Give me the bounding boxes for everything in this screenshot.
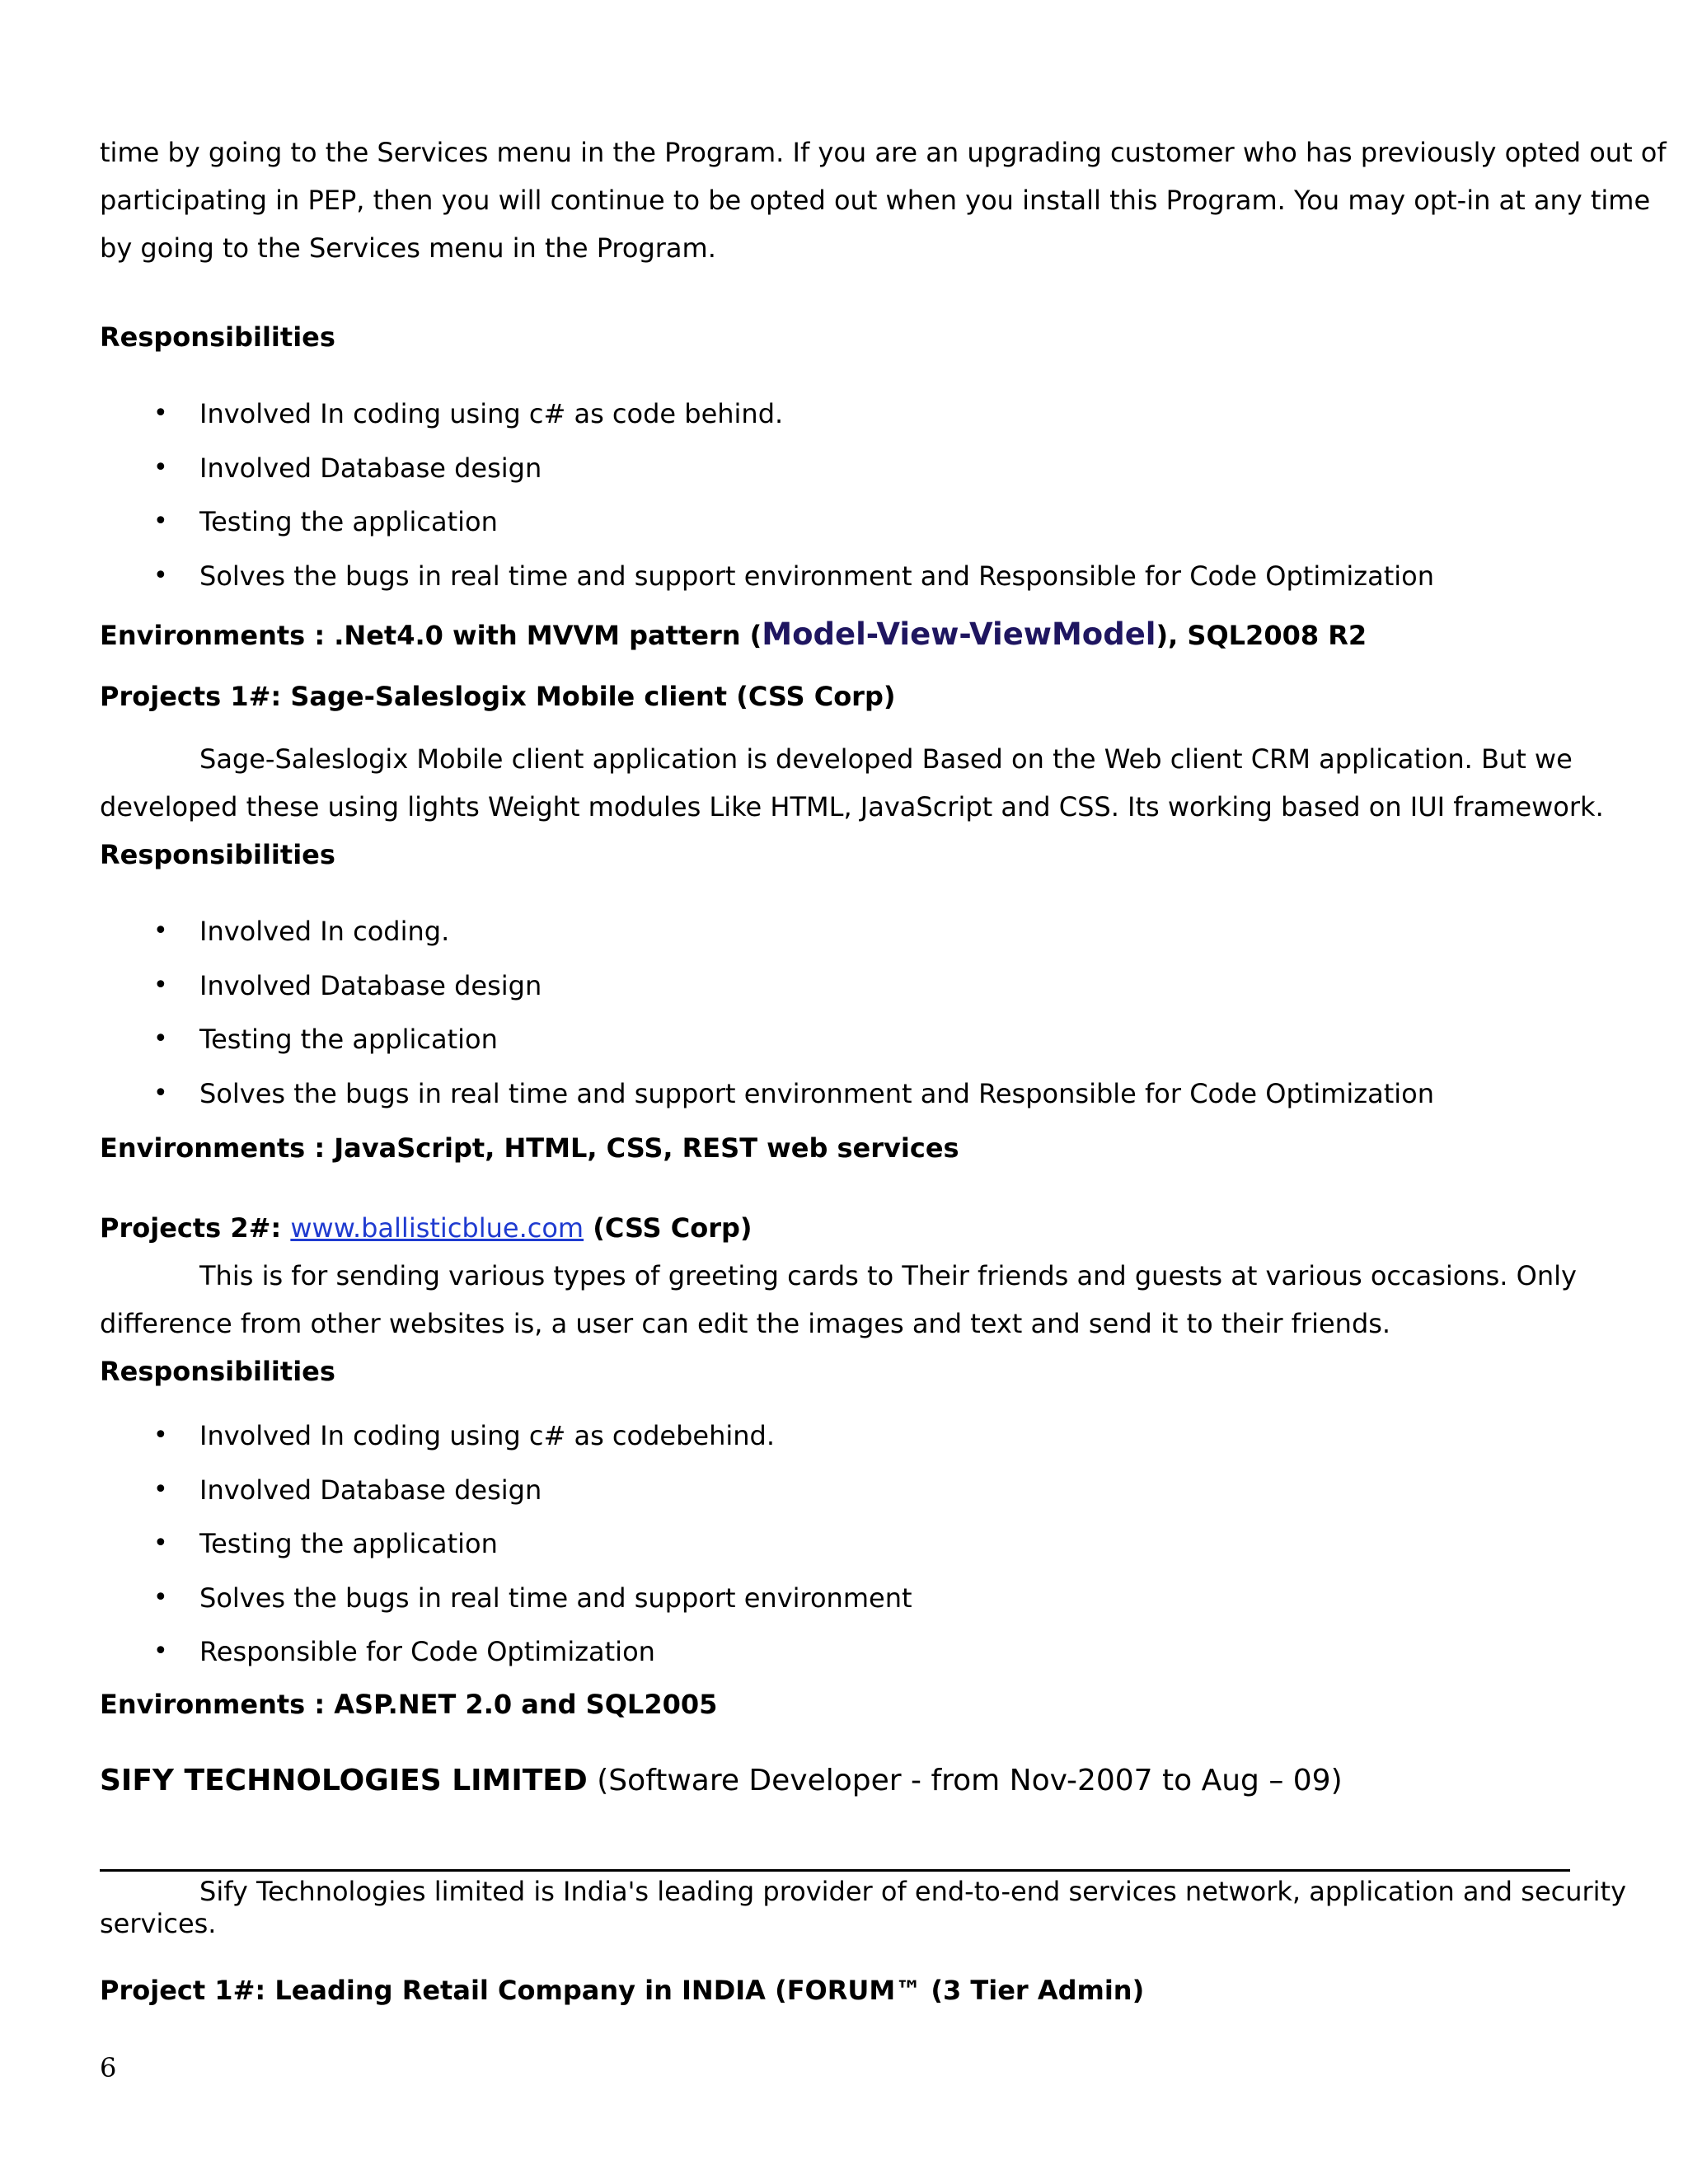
responsibilities-list-1 xyxy=(100,399,1434,615)
list-item: • Involved Database design xyxy=(100,971,1434,1025)
list-item: • Involved Database design xyxy=(100,1475,912,1530)
list-item: • Solves the bugs in real time and support environment xyxy=(100,1583,912,1638)
list-item: • Involved In coding using c# as code behind. xyxy=(100,399,1434,453)
environments-line-1 xyxy=(100,616,1367,652)
list-item: • Testing the application xyxy=(100,507,1434,561)
list-item: • Solves the bugs in real time and support environment and Responsible for Code Optimization xyxy=(100,1079,1434,1133)
responsibilities-heading-1: Responsibilities xyxy=(100,321,335,353)
intro-line-2: participating in PEP, then you will continue to be opted out when you install this Program. You may opt-in at any time xyxy=(100,185,1651,216)
company-name: SIFY TECHNOLOGIES LIMITED xyxy=(100,1764,588,1797)
list-item: • Solves the bugs in real time and support environment and Responsible for Code Optimization xyxy=(100,561,1434,616)
project-2-link[interactable]: www.ballisticblue.com xyxy=(290,1212,584,1244)
list-item: • Testing the application xyxy=(100,1024,1434,1079)
mvvm-term: Model-View-ViewModel xyxy=(762,616,1156,652)
intro-line-1: time by going to the Services menu in the Program. If you are an upgrading customer who has previously opted out of xyxy=(100,137,1667,168)
company-role: (Software Developer - from Nov-2007 to Aug – 09) xyxy=(587,1764,1343,1797)
responsibilities-heading-2: Responsibilities xyxy=(100,839,335,870)
list-item: • Involved In coding using c# as codebehind. xyxy=(100,1421,912,1475)
company-desc-line-2: services. xyxy=(100,1908,217,1939)
project-2-title: Projects 2#: www.ballisticblue.com (CSS Corp) xyxy=(100,1212,753,1244)
responsibilities-heading-3: Responsibilities xyxy=(100,1356,335,1387)
list-item: • Testing the application xyxy=(100,1529,912,1583)
company-desc-line-1: Sify Technologies limited is India's leading provider of end-to-end services network, application and security xyxy=(199,1876,1627,1907)
page-number: 6 xyxy=(100,2052,117,2083)
environments-line-2: Environments : JavaScript, HTML, CSS, REST web services xyxy=(100,1132,959,1164)
responsibilities-list-2 xyxy=(100,916,1434,1132)
project-2-desc-line-2: difference from other websites is, a user can edit the images and text and send it to their friends. xyxy=(100,1308,1391,1339)
environments-label: Environments : .Net4.0 with MVVM pattern ( xyxy=(100,620,762,651)
environments-rest: ), SQL2008 R2 xyxy=(1156,620,1367,651)
company-heading xyxy=(100,1764,1343,1797)
next-project-title: Project 1#: Leading Retail Company in INDIA (FORUM™ (3 Tier Admin) xyxy=(100,1975,1145,2006)
project-2-desc-line-1: This is for sending various types of greeting cards to Their friends and guests at various occasions. Only xyxy=(199,1260,1577,1291)
intro-line-3: by going to the Services menu in the Program. xyxy=(100,232,716,264)
environments-line-3: Environments : ASP.NET 2.0 and SQL2005 xyxy=(100,1689,718,1720)
responsibilities-list-3 xyxy=(100,1421,912,1691)
project-1-title: Projects 1#: Sage-Saleslogix Mobile client (CSS Corp) xyxy=(100,681,896,712)
list-item: • Involved In coding. xyxy=(100,916,1434,971)
list-item: • Involved Database design xyxy=(100,453,1434,508)
project-1-desc-line-1: Sage-Saleslogix Mobile client application is developed Based on the Web client CRM application. But we xyxy=(199,743,1573,775)
section-divider xyxy=(100,1869,1570,1872)
list-item: • Responsible for Code Optimization xyxy=(100,1637,912,1691)
project-1-desc-line-2: developed these using lights Weight modules Like HTML, JavaScript and CSS. Its working based on IUI framework. xyxy=(100,791,1604,823)
